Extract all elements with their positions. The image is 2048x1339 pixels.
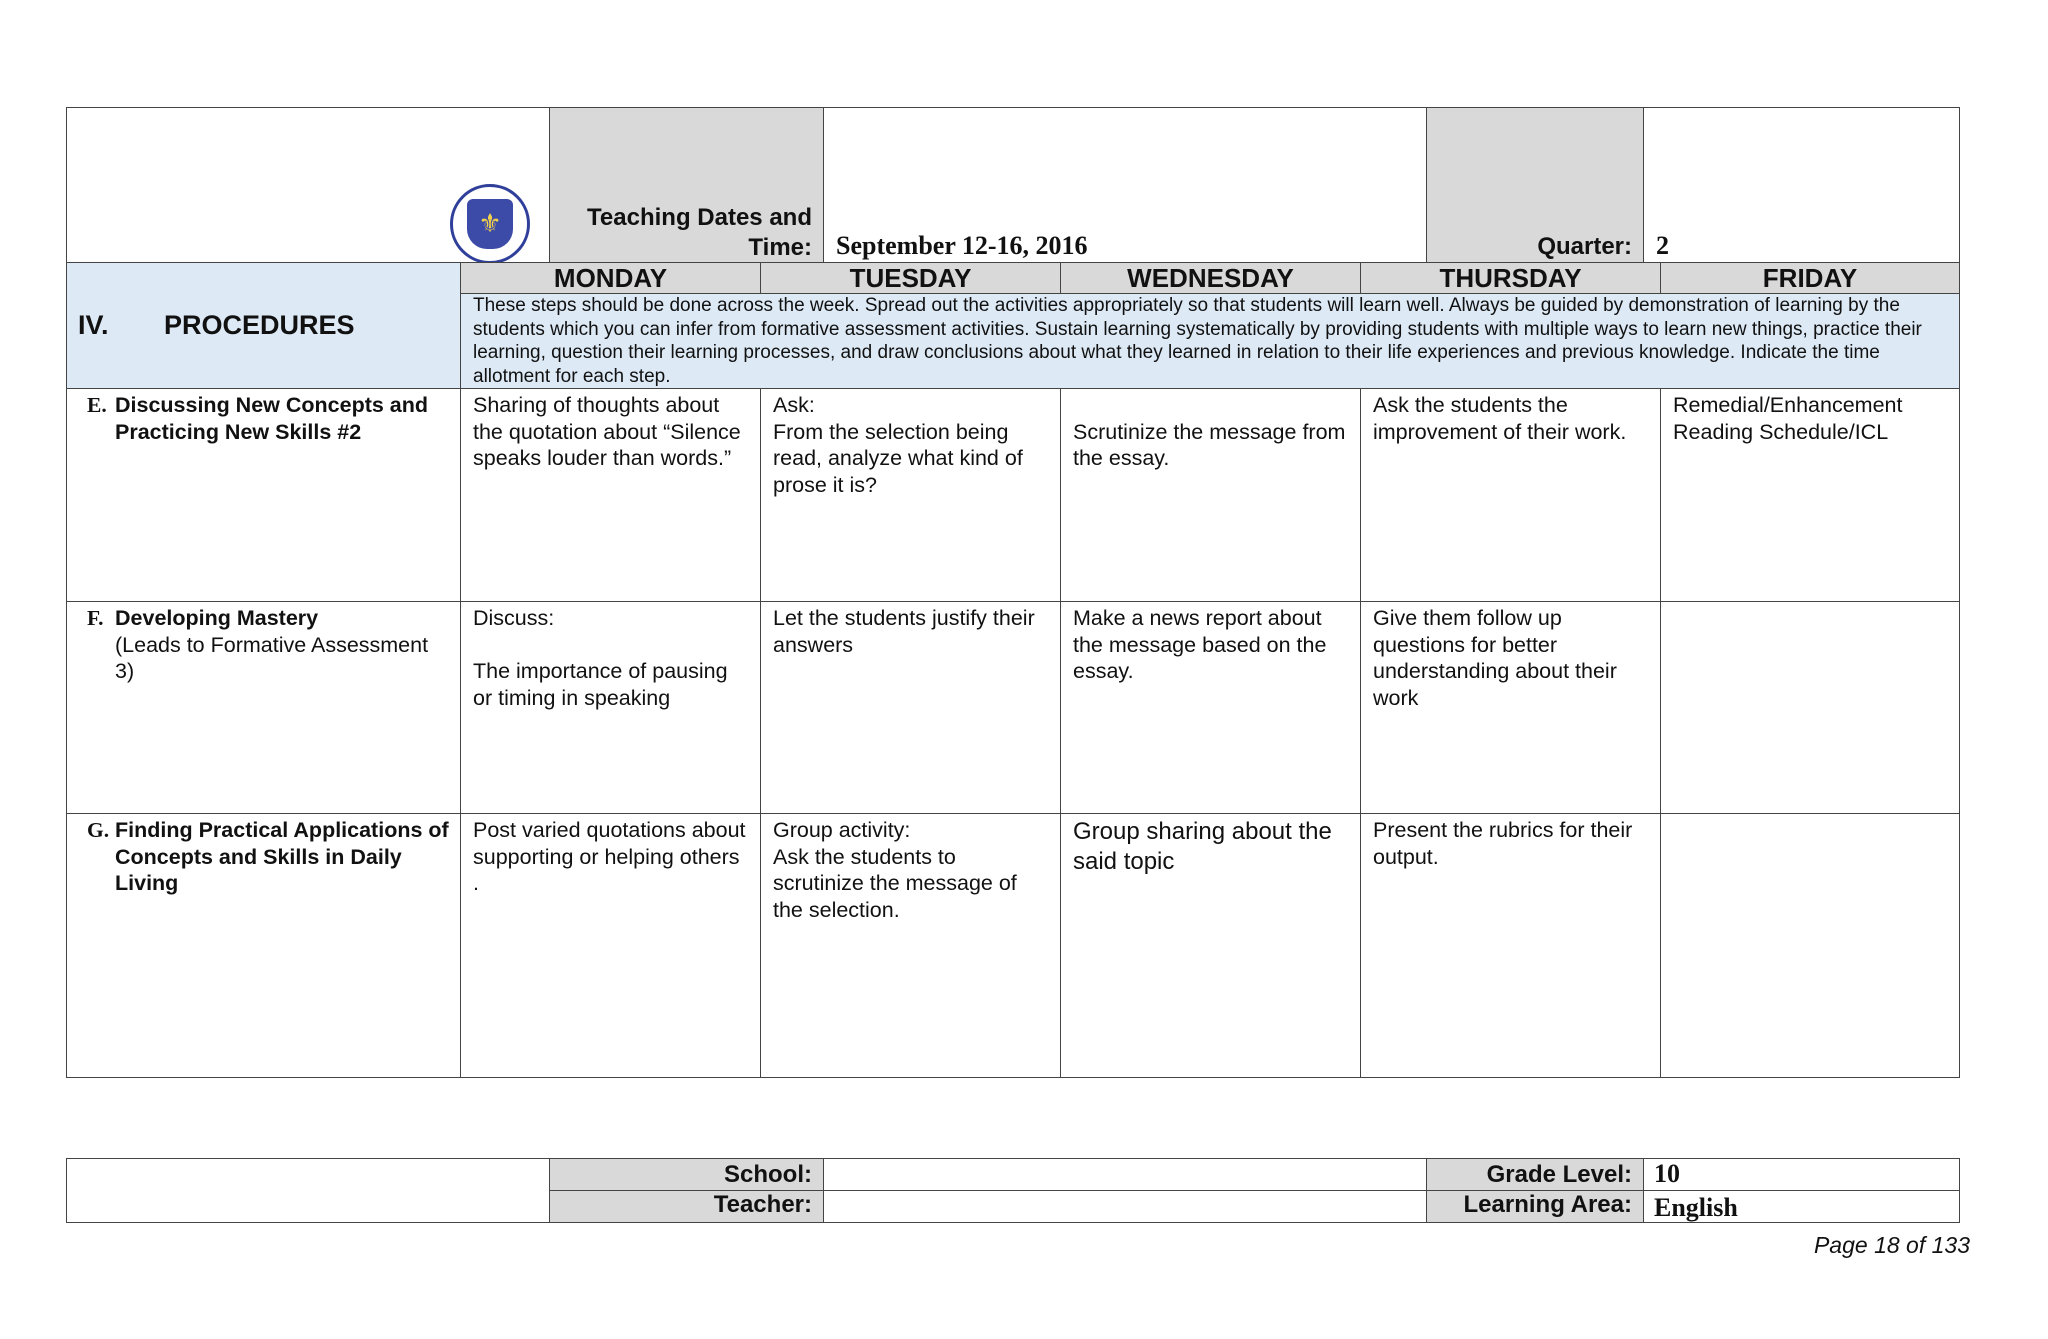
teacher-value (823, 1190, 1427, 1223)
procedure-cell-thursday: Ask the students the improvement of their work. (1360, 388, 1661, 602)
procedure-row-title: Discussing New Concepts and Practicing New Skills #2 (115, 393, 429, 444)
day-header-monday: MONDAY (460, 262, 761, 294)
procedure-cell-tuesday: Ask: From the selection being read, analyze what kind of prose it is? (760, 388, 1061, 602)
page-number: Page 18 of 133 (1813, 1232, 1970, 1258)
procedure-row-label (66, 813, 461, 1078)
procedure-row-letter: G. (87, 818, 110, 842)
procedure-cell-wednesday: Group sharing about the said topic (1060, 813, 1361, 1078)
learning-area-label: Learning Area: (1463, 1191, 1632, 1218)
deped-seal-icon: ⚜ (450, 184, 530, 264)
grade-level-label: Grade Level: (1486, 1161, 1632, 1188)
procedures-section-number: IV. (78, 310, 109, 340)
day-header-thursday: THURSDAY (1360, 262, 1661, 294)
procedure-cell-monday: Sharing of thoughts about the quotation about “Silence speaks louder than words.” (460, 388, 761, 602)
procedure-cell-monday: Discuss: The importance of pausing or timing in speaking (460, 601, 761, 814)
day-header-friday: FRIDAY (1660, 262, 1960, 294)
procedure-cell-thursday: Present the rubrics for their output. (1360, 813, 1661, 1078)
school-value (823, 1158, 1427, 1191)
procedure-cell-thursday: Give them follow up questions for better understanding about their work (1360, 601, 1661, 814)
day-header-tuesday: TUESDAY (760, 262, 1061, 294)
teaching-dates-label: Teaching Dates and Time: (587, 204, 812, 261)
procedure-row-subtitle: (Leads to Formative Assessment 3) (115, 632, 429, 683)
procedure-cell-monday: Post varied quotations about supporting or helping others . (460, 813, 761, 1078)
grade-level-value: 10 (1643, 1158, 1960, 1191)
procedure-row-label (66, 601, 461, 814)
procedures-section-title: PROCEDURES (164, 310, 355, 340)
day-header-wednesday: WEDNESDAY (1060, 262, 1361, 294)
school-label: School: (724, 1161, 812, 1188)
teaching-dates-value: September 12-16, 2016 (836, 231, 1088, 260)
procedure-cell-friday: Remedial/Enhancement Reading Schedule/ICL (1660, 388, 1960, 602)
procedure-row-letter: F. (87, 606, 104, 630)
procedure-row-title: Developing Mastery (115, 606, 319, 630)
procedure-cell-friday (1660, 601, 1960, 814)
procedure-row-title: Finding Practical Applications of Concepts and Skills in Daily Living (115, 818, 449, 895)
procedure-cell-tuesday: Let the students justify their answers (760, 601, 1061, 814)
procedure-cell-wednesday: Scrutinize the message from the essay. (1060, 388, 1361, 602)
quarter-label: Quarter: (1537, 233, 1632, 260)
teacher-label: Teacher: (713, 1191, 812, 1218)
procedures-instructions: These steps should be done across the week. Spread out the activities appropriately so that students will learn well. Always be guided by demonstration of learning by the students which you can infer from formative assessment activities. Sustain learning systematically by providing students with multiple ways to learn new things, practice their learning, question their learning processes, and draw conclusions about what they learned in relation to their life experiences and previous knowledge. Indicate the time allotment for each step. (460, 293, 1960, 389)
procedure-row-letter: E. (87, 393, 107, 417)
learning-area-value: English (1643, 1190, 1960, 1223)
procedure-cell-wednesday: Make a news report about the message based on the essay. (1060, 601, 1361, 814)
procedure-cell-tuesday: Group activity: Ask the students to scrutinize the message of the selection. (760, 813, 1061, 1078)
procedure-cell-friday (1660, 813, 1960, 1078)
quarter-value: 2 (1656, 231, 1669, 260)
procedure-row-label (66, 388, 461, 602)
